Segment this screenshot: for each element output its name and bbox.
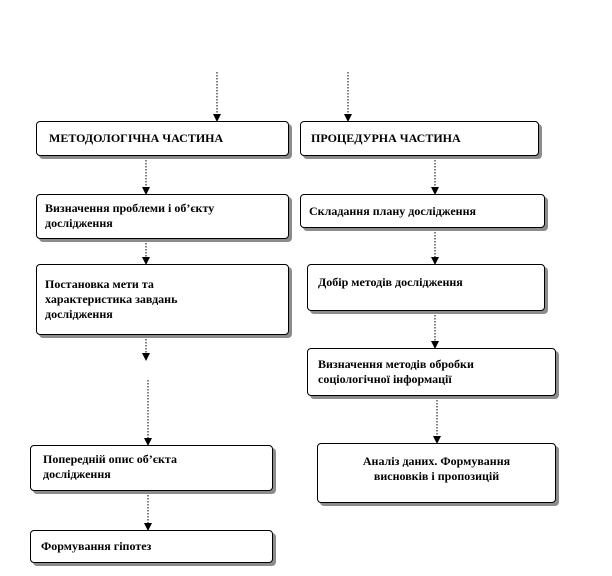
procedural-part-header <box>300 121 539 156</box>
methodological-step-hypotheses-label: Формування гіпотез <box>41 539 152 553</box>
procedural-step-processing-methods-label: Визначення методів обробки соціологічної інформації <box>318 357 474 386</box>
methodological-step-hypotheses <box>30 530 273 563</box>
procedural-step-processing-methods <box>307 348 556 396</box>
procedural-step-analysis <box>317 443 556 503</box>
procedural-step-plan-label: Складання плану дослідження <box>309 203 476 218</box>
procedural-step-plan <box>300 194 545 228</box>
methodological-step-object-description <box>30 445 273 491</box>
methodological-step-problem-label: Визначення проблеми і об’єкту дослідження <box>45 201 215 230</box>
methodological-step-object-description-label: Попередній опис об’єкта дослідження <box>43 452 177 481</box>
methodological-step-goal-label: Постановка мети та характеристика завдань дослідження <box>45 277 178 321</box>
procedural-part-header-label: ПРОЦЕДУРНА ЧАСТИНА <box>311 131 461 145</box>
methodological-part-header <box>36 121 289 156</box>
methodological-part-header-label: МЕТОДОЛОГІЧНА ЧАСТИНА <box>49 131 224 145</box>
procedural-step-analysis-label: Аналіз даних. Формування висновків і пропозицій <box>362 454 511 483</box>
methodological-step-problem <box>36 194 289 239</box>
procedural-step-methods-selection <box>307 264 545 311</box>
methodological-step-goal <box>36 264 289 335</box>
procedural-step-methods-selection-label: Добір методів дослідження <box>318 275 463 289</box>
